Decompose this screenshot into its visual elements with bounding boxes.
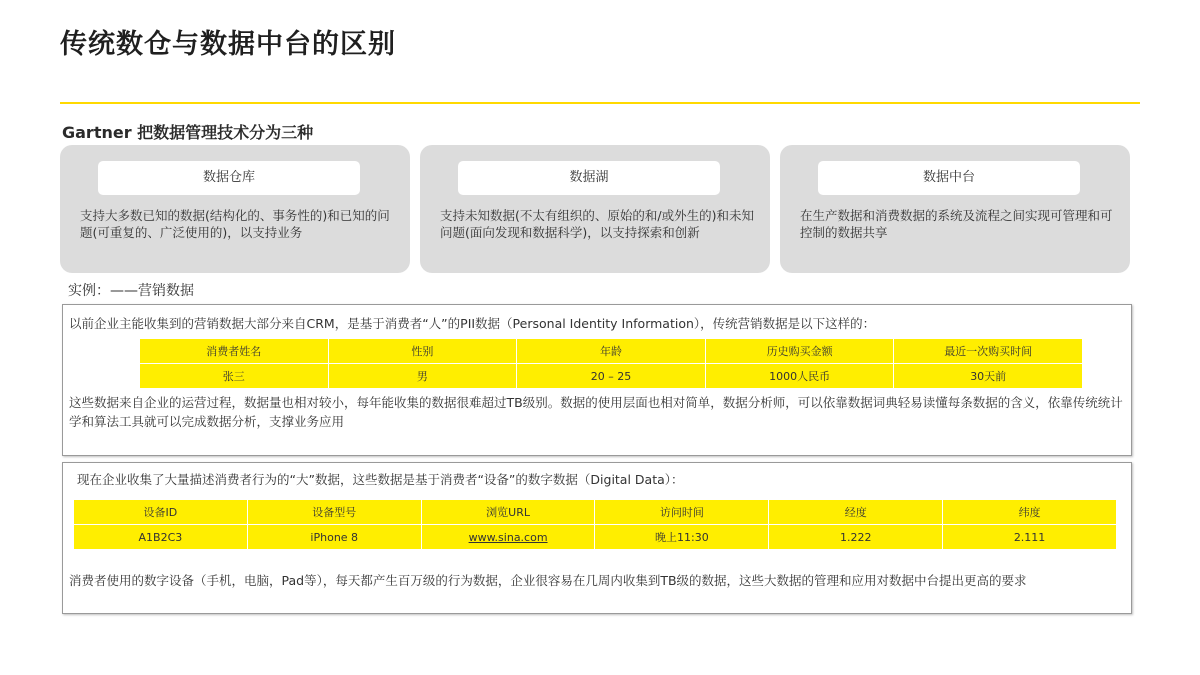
table-header-cell: 历史购买金额	[705, 339, 894, 364]
digital-data-box	[62, 462, 1132, 614]
table-header-row	[140, 339, 1083, 364]
card-label: 数据中台	[818, 161, 1080, 195]
url-link[interactable]: www.sina.com	[468, 530, 548, 544]
table-cell: 1.222	[769, 525, 943, 550]
table-cell: 男	[328, 364, 517, 389]
card-label: 数据仓库	[98, 161, 360, 195]
table-header-cell: 性别	[328, 339, 517, 364]
table-header-cell: 消费者姓名	[140, 339, 329, 364]
table-cell: 20 – 25	[517, 364, 706, 389]
card-description: 支持未知数据(不太有组织的、原始的和/或外生的)和未知问题(面向发现和数据科学)，以支持探索和创新	[440, 208, 754, 240]
table-header-cell: 纬度	[943, 500, 1117, 525]
table-header-cell: 浏览URL	[421, 500, 595, 525]
title-divider	[60, 102, 1140, 104]
table-cell: A1B2C3	[74, 525, 248, 550]
box-intro: 以前企业主能收集到的营销数据大部分来自CRM，是基于消费者“人”的PII数据（Personal Identity Information），传统营销数据是以下这样的：	[69, 316, 876, 331]
example-label: 实例：——营销数据	[68, 283, 194, 299]
table-cell: 1000人民币	[705, 364, 894, 389]
table-header-row	[74, 500, 1117, 525]
card-data-lake	[420, 145, 770, 273]
card-label: 数据湖	[458, 161, 720, 195]
box-outro: 消费者使用的数字设备（手机，电脑，Pad等），每天都产生百万级的行为数据，企业很容易在几周内收集到TB级的数据，这些大数据的管理和应用对数据中台提出更高的要求	[69, 573, 1027, 588]
card-description: 在生产数据和消费数据的系统及流程之间实现可管理和可控制的数据共享	[800, 208, 1113, 240]
table-cell: 30天前	[894, 364, 1083, 389]
table-header-cell: 经度	[769, 500, 943, 525]
table-header-cell: 年龄	[517, 339, 706, 364]
table-row	[140, 364, 1083, 389]
card-data-warehouse	[60, 145, 410, 273]
table-cell: 张三	[140, 364, 329, 389]
box-outro: 这些数据来自企业的运营过程，数据量也相对较小，每年能收集的数据很难超过TB级别。数据的使用层面也相对简单，数据分析师，可以依靠数据词典轻易读懂每条数据的含义，依靠传统统计学和算法工具就可以完成数据分析，支撑业务应用	[69, 395, 1123, 429]
table-header-cell: 访问时间	[595, 500, 769, 525]
page-title: 传统数仓与数据中台的区别	[60, 29, 396, 60]
digital-data-table	[73, 499, 1117, 550]
table-header-cell: 设备型号	[247, 500, 421, 525]
card-data-middle-platform	[780, 145, 1130, 273]
table-cell: iPhone 8	[247, 525, 421, 550]
traditional-data-table	[139, 338, 1083, 389]
table-cell	[421, 525, 595, 550]
section-subtitle: Gartner 把数据管理技术分为三种	[62, 123, 314, 142]
table-cell: 2.111	[943, 525, 1117, 550]
traditional-data-box	[62, 304, 1132, 456]
table-header-cell: 设备ID	[74, 500, 248, 525]
table-row	[74, 525, 1117, 550]
card-description: 支持大多数已知的数据(结构化的、事务性的)和已知的问题(可重复的、广泛使用的)，以支持业务	[80, 208, 390, 240]
box-intro: 现在企业收集了大量描述消费者行为的“大”数据，这些数据是基于消费者“设备”的数字数据（Digital Data）：	[77, 472, 684, 487]
table-cell: 晚上11:30	[595, 525, 769, 550]
table-header-cell: 最近一次购买时间	[894, 339, 1083, 364]
